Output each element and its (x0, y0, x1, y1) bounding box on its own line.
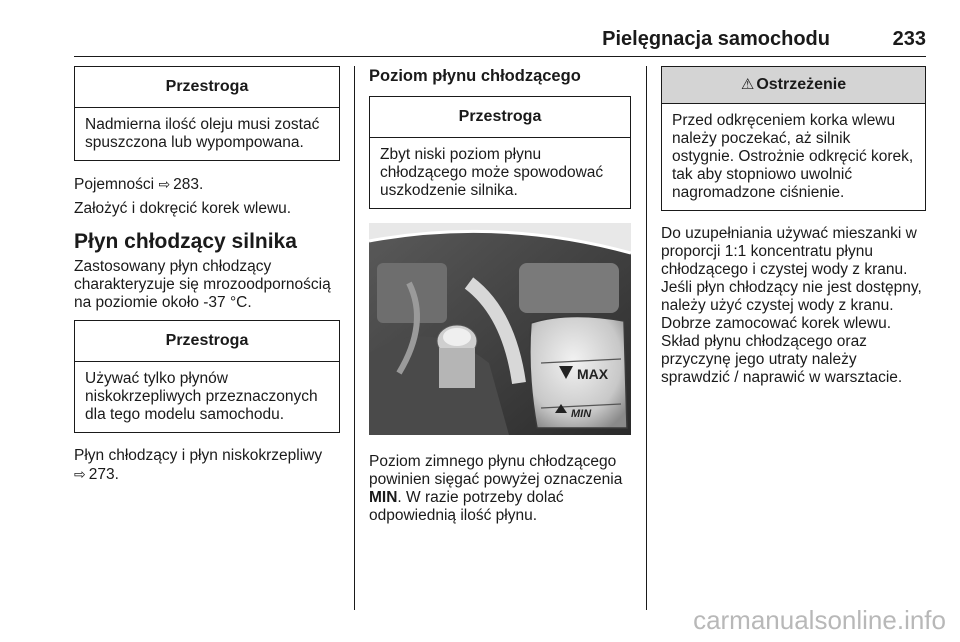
caution-heading: Przestroga (370, 97, 630, 138)
topup-instructions: Do uzupełniania używać mieszanki w proporcji 1:1 koncentratu płynu chłodzącego i czystej wody z kranu. Jeśli płyn chłodzący nie jest dostępny, należy użyć czystej wody z kranu. Dobrze zamocować korek wlewu. Skład płynu chłodzącego oraz przyczynę jego utraty należy sprawdzić / naprawić w warsztacie. (661, 225, 922, 386)
antifreeze-page-link[interactable]: 273. (88, 466, 119, 483)
cross-reference-arrow-icon: ⇨ (158, 176, 171, 192)
warning-heading (662, 67, 925, 104)
column-right (661, 66, 926, 393)
cap-instruction: Założyć i dokręcić korek wlewu. (74, 200, 292, 217)
column-divider (354, 66, 355, 610)
caution-text: Nadmierna ilość oleju musi zostać spuszczona lub wypompowana. (85, 116, 320, 151)
coolant-level-text (369, 453, 631, 525)
warning-box (661, 66, 926, 211)
antifreeze-text: Płyn chłodzący i płyn niskokrzepliwy (74, 447, 323, 464)
warning-text: Przed odkręceniem korka wlewu należy poczekać, aż silnik ostygnie. Ostrożnie odkręcić korek, tak aby stopniowo uwolnić nagromadzone ciśnienie. (672, 112, 914, 201)
watermark: carmanualsonline.info (693, 605, 946, 635)
column-divider (646, 66, 647, 610)
max-mark-label: MAX (577, 366, 609, 382)
capacity-text: Pojemności (74, 176, 155, 193)
page-header (74, 28, 926, 54)
section-heading: Poziom płynu chłodzącego (369, 67, 581, 85)
caution-text: Zbyt niski poziom płynu chłodzącego może spowodować uszkodzenie silnika. (380, 146, 604, 199)
capacity-paragraph (74, 175, 340, 194)
caution-heading: Przestroga (75, 321, 339, 362)
cross-reference-arrow-icon: ⇨ (74, 466, 86, 482)
caution-box (369, 96, 631, 209)
min-mark-label: MIN (571, 408, 592, 420)
warning-triangle-icon: ⚠ (740, 76, 755, 93)
antifreeze-paragraph (74, 447, 340, 484)
caution-heading: Przestroga (75, 67, 339, 108)
caution-box (74, 320, 340, 433)
section-heading: Płyn chłodzący silnika (74, 230, 297, 253)
coolant-reservoir-photo (369, 223, 631, 435)
level-text-part: . W razie potrzeby dolać odpowiednią ilość płynu. (369, 489, 564, 524)
column-left (74, 66, 340, 490)
page-title: Pielęgnacja samochodu (602, 28, 830, 50)
capacity-page-link[interactable]: 283. (173, 176, 204, 193)
coolant-description: Zastosowany płyn chłodzący charakteryzuje się mrozoodpornością na poziomie około -37 °C. (74, 258, 331, 311)
column-middle (369, 66, 631, 531)
page-number: 233 (892, 28, 926, 50)
level-text-part: Poziom zimnego płynu chłodzącego powinien sięgać powyżej oznaczenia (369, 453, 623, 488)
caution-box (74, 66, 340, 161)
caution-text: Używać tylko płynów niskokrzepliwych przeznaczonych dla tego modelu samochodu. (85, 370, 318, 423)
header-rule (74, 56, 926, 57)
min-emphasis: MIN (369, 489, 398, 506)
warning-heading-text: Ostrzeżenie (756, 76, 847, 93)
